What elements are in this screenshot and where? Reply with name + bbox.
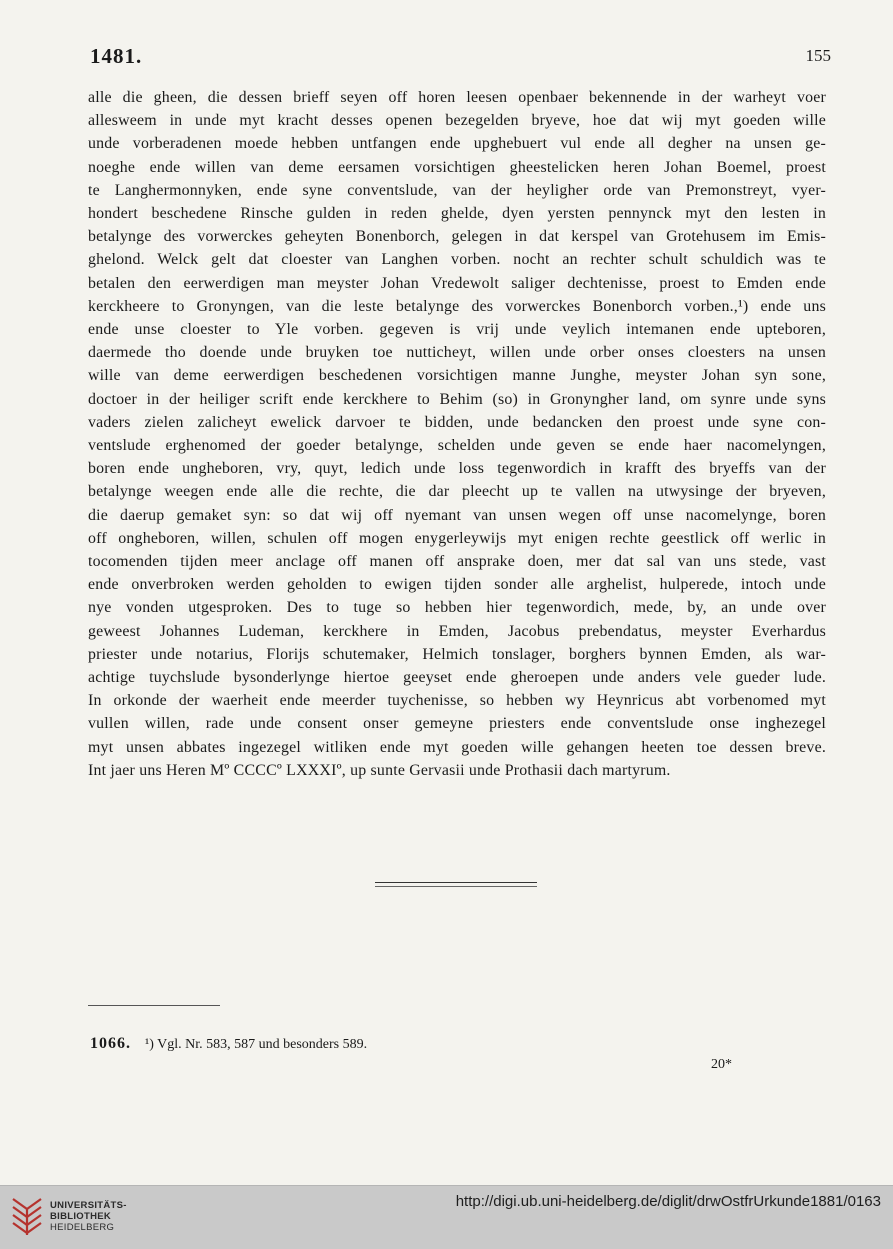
text-line: te Langhermonnyken, ende syne conventslude, van der heyligher orde van Premonstreyt, vyer- xyxy=(88,181,826,199)
year-header: 1481. xyxy=(90,44,143,68)
text-line: betalen den eerwerdigen man meyster Johan Vredewolt saliger dechtenisse, proest to Emden ende xyxy=(88,274,826,292)
charter-number: 1066. xyxy=(90,1035,131,1052)
institution-line: HEIDELBERG xyxy=(50,1222,115,1233)
text-line: nye vonden utgesproken. Des to tuge so hebben hier tegenwordich, mede, by, an unde over xyxy=(88,599,826,617)
text-line: geweest Johannes Ludeman, kerckhere in Emden, Jacobus prebendatus, meyster Everhardus xyxy=(88,622,826,640)
text-line: off ongheboren, willen, schulen off mogen enygerleywijs myt enigen rechte geestlick off werlic in xyxy=(88,529,826,547)
text-line: ventslude erghenomed der goeder betalynge, schelden unde geven se ende haer nacomelyngen, xyxy=(88,437,826,455)
document-body xyxy=(88,86,826,782)
section-divider xyxy=(375,882,537,883)
text-line: In orkonde der waerheit ende meerder tuychenisse, so hebben wy Heynricus abt vorbenomed myt xyxy=(88,692,826,710)
text-line: unde vorberadenen moede hebben untfangen ende upghebuert vul ende all degher na unsen ge- xyxy=(88,135,826,153)
text-line: ende unse cloester to Yle vorben. gegeven is vrij unde veylich intemanen ende upteboren, xyxy=(88,321,826,339)
text-line: daermede tho doende unde bruyken toe nutticheyt, willen unde orber onses cloesters na unsen xyxy=(88,344,826,362)
section-divider-shadow xyxy=(375,886,537,887)
text-line: vullen willen, rade unde consent onser gemeyne priesters ende conventslude onse inghezegel xyxy=(88,715,826,733)
text-line: kerckheere to Gronyngen, van die leste betalynge des vorwerckes Bonenborch vorben.,¹) ende uns xyxy=(88,297,826,315)
text-line: die daerup gemaket syn: so dat wij off nyemant van unsen wegen off unse nacomelynge, boren xyxy=(88,506,826,524)
text-line: tocomenden tijden meer anclage off manen off ansprake doen, mer dat sal van uns stede, vast xyxy=(88,553,826,571)
text-line: wille van deme eerwerdigen beschedenen vorsichtigen manne Junghe, meyster Johan syn sone, xyxy=(88,367,826,385)
text-line: vaders zielen zalicheyt ewelick darvoer te bidden, unde bedancken den proest unde syne con- xyxy=(88,413,826,431)
text-line: ghelond. Welck gelt dat cloester van Langhen vorben. nocht an rechter schult schuldich was te xyxy=(88,251,826,269)
text-line: ende onverbroken werden geholden to ewigen tijden sonder alle arghelist, hulperede, intoch unde xyxy=(88,576,826,594)
text-line: allesweem in unde myt kracht desses openen bezegelden bryeve, hoe dat wij myt goeden wille xyxy=(88,112,826,130)
institution-line: BIBLIOTHEK xyxy=(50,1211,112,1222)
text-line: Int jaer uns Heren Mº CCCCº LXXXIº, up sunte Gervasii unde Prothasii dach martyrum. xyxy=(88,761,671,779)
institution-name[interactable] xyxy=(50,1200,127,1233)
text-line: boren ende ungheboren, vry, quyt, ledich unde loss tegenwordich in krafft des bryeffs van der xyxy=(88,460,826,478)
text-line: doctoer in der heiliger scrift ende kerckhere to Behim (so) in Gronyngher land, om synre unde syns xyxy=(88,390,826,408)
footnote xyxy=(90,1035,367,1053)
text-line: betalynge des vorwerckes geheyten Bonenborch, gelegen in dat kerspel van Grotehusem im Emis- xyxy=(88,228,826,246)
text-line: myt unsen abbates ingezegel witliken ende myt goeden wille gehangen heeten toe dessen breve. xyxy=(88,738,826,756)
text-line: betalynge weegen ende alle die rechte, die dar pleecht up te vallen na utwysinge der bryeven, xyxy=(88,483,826,501)
signature-mark: 20* xyxy=(711,1057,732,1072)
text-line: hondert beschedene Rinsche gulden in reden ghelde, dyen yersten pennynck myt den lesten in xyxy=(88,205,826,223)
institution-line: UNIVERSITÄTS- xyxy=(50,1200,127,1211)
text-line: priester unde notarius, Florijs schutemaker, Helmich tonslager, borghers bynnen Emden, als war- xyxy=(88,645,826,663)
university-library-logo-icon[interactable] xyxy=(10,1195,44,1237)
text-line: achtige tuychslude bysonderlynge hiertoe geeyset ende gheroepen unde anders vele gueder lude. xyxy=(88,669,826,687)
footnote-text: ¹) Vgl. Nr. 583, 587 und besonders 589. xyxy=(145,1037,368,1052)
text-line: noeghe ende willen van deme eersamen vorsichtigen gheestelicken heren Johan Boemel, proest xyxy=(88,158,826,176)
page-number: 155 xyxy=(805,46,831,65)
source-url-link[interactable]: http://digi.ub.uni-heidelberg.de/diglit/drwOstfrUrkunde1881/0163 xyxy=(455,1193,881,1210)
footnote-rule xyxy=(88,1005,220,1006)
text-line: alle die gheen, die dessen brieff seyen off horen leesen openbaer bekennende in der warheyt voer xyxy=(88,89,826,106)
